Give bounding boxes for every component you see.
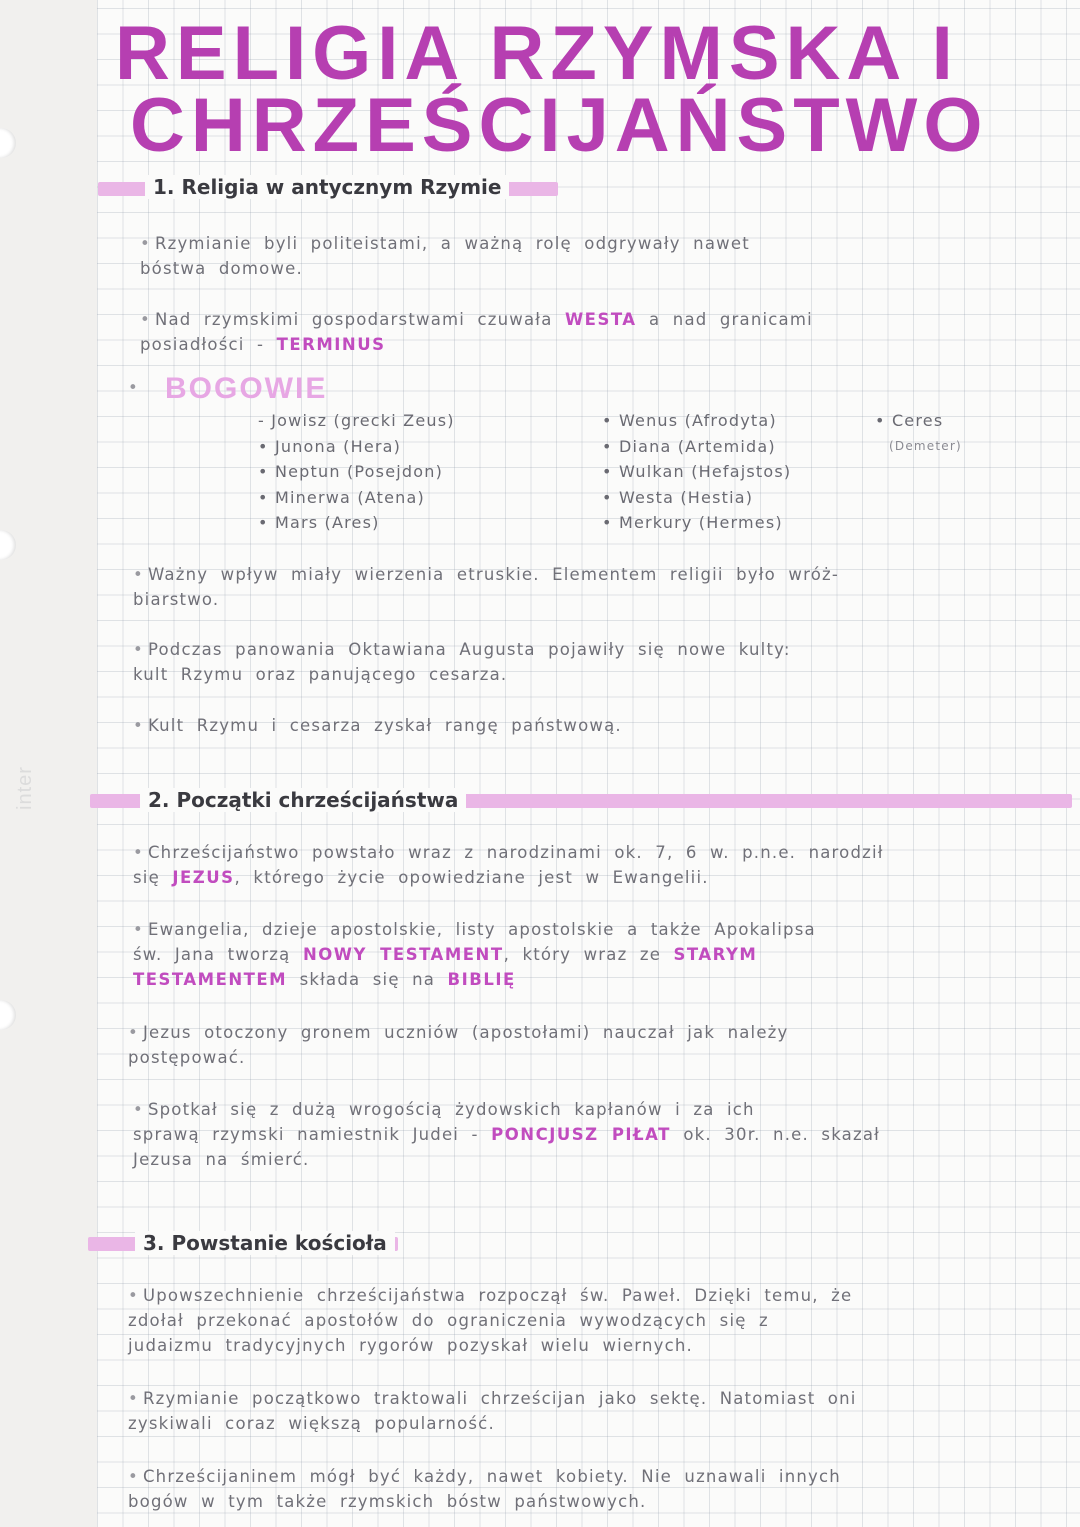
s1p2-highlight-westa: WESTA xyxy=(564,310,637,329)
s2p4-line2-a: sprawą rzymski namiestnik Judei - xyxy=(133,1125,479,1144)
section1-paragraph-2: • Nad rzymskimi gospodarstwami czuwała WESTA a nad granicami posiadłości - TERMINUS xyxy=(140,310,813,354)
s1p3-line1: Ważny wpływ miały wierzenia etruskie. Elementem religii było wróż- xyxy=(147,565,840,584)
god-item: • Wulkan (Hefajstos) xyxy=(602,462,792,481)
s2p4-line2-b: ok. 30r. n.e. skazał xyxy=(683,1125,881,1144)
section1-paragraph-1: • Rzymianie byli politeistami, a ważną rolę odgrywały nawet bóstwa domowe. xyxy=(140,234,750,278)
s1p2-highlight-terminus: TERMINUS xyxy=(276,335,386,354)
s2p2-line1: Ewangelia, dzieje apostolskie, listy apostolskie a także Apokalipsa xyxy=(147,920,816,939)
god-item-greek: (Demeter) xyxy=(889,438,962,453)
s1p3-line2: biarstwo. xyxy=(133,590,220,609)
gods-column-2 xyxy=(602,408,791,536)
god-item: • Merkury (Hermes) xyxy=(602,513,783,532)
god-item: • Mars (Ares) xyxy=(258,513,380,532)
s2p3-line1: Jezus otoczony gronem uczniów (apostołami) nauczał jak należy xyxy=(142,1023,789,1042)
s1p2-line1-a: Nad rzymskimi gospodarstwami czuwała xyxy=(154,310,553,329)
s1p2-line1-b: a nad granicami xyxy=(649,310,813,329)
god-item: • Wenus (Afrodyta) xyxy=(602,411,777,430)
gods-column-1 xyxy=(258,408,455,536)
watermark: inter xyxy=(14,766,36,810)
s2p2-highlight-testamentem: TESTAMENTEM xyxy=(133,970,288,989)
s2p3-line2: postępować. xyxy=(128,1048,246,1067)
gods-heading: BOGOWIE xyxy=(165,372,328,405)
s1p1-line1: Rzymianie byli politeistami, a ważną rolę odgrywały nawet xyxy=(154,234,750,253)
s2p1-line2-a: się xyxy=(133,868,160,887)
s3p1-line2: zdołał przekonać apostołów do ograniczenia wywodzących się z xyxy=(128,1311,769,1330)
s1p1-line2: bóstwa domowe. xyxy=(140,259,303,278)
god-item: • Junona (Hera) xyxy=(258,436,402,456)
s3p2-line1: Rzymianie początkowo traktowali chrześcijan jako sektę. Natomiast oni xyxy=(142,1389,857,1408)
s3p1-line1: Upowszechnienie chrześcijaństwa rozpoczął św. Paweł. Dzięki temu, że xyxy=(142,1286,853,1305)
s2p2-highlight-nowy-testament: NOWY TESTAMENT xyxy=(302,945,504,964)
s2p1-line2-b: , którego życie opowiedziane jest w Ewangelii. xyxy=(234,868,709,887)
section3-paragraph-3: • Chrześcijaninem mógł być każdy, nawet kobiety. Nie uznawali innych bogów w tym także rzymskich bóstw państwowych. xyxy=(128,1467,841,1511)
section2-paragraph-2: • Ewangelia, dzieje apostolskie, listy apostolskie a także Apokalipsa św. Jana tworzą NOWY TESTAMENT, który wraz ze STARYM TESTAMENTEM składa się na BIBLIĘ xyxy=(133,920,816,989)
section1-paragraph-5: • Kult Rzymu i cesarza zyskał rangę państwową. xyxy=(133,716,622,735)
god-item: • Minerwa (Atena) xyxy=(258,487,425,507)
section3-paragraph-2: • Rzymianie początkowo traktowali chrześcijan jako sektę. Natomiast oni zyskiwali coraz większą popularność. xyxy=(128,1389,857,1433)
god-item: • Neptun (Posejdon) xyxy=(258,462,444,481)
s2p4-highlight-poncjusz-pilat: PONCJUSZ PIŁAT xyxy=(491,1125,671,1144)
s2p1-line1: Chrześcijaństwo powstało wraz z narodzinami ok. 7, 6 w. p.n.e. narodził xyxy=(147,843,884,862)
section2-paragraph-4: • Spotkał się z dużą wrogością żydowskich kapłanów i za ich sprawą rzymski namiestnik Judei - PONCJUSZ PIŁAT ok. 30r. n.e. skazał Jezusa na śmierć. xyxy=(133,1100,881,1169)
gods-bullet: • xyxy=(128,378,139,397)
god-item: • Diana (Artemida) xyxy=(602,436,776,456)
gods-column-3 xyxy=(875,408,962,459)
god-item: • Ceres xyxy=(875,411,944,430)
section1-heading: 1. Religia w antycznym Rzymie xyxy=(145,175,509,199)
section1-paragraph-4: • Podczas panowania Oktawiana Augusta pojawiły się nowe kulty: kult Rzymu oraz panującego cesarza. xyxy=(133,640,791,684)
s1p4-line1: Podczas panowania Oktawiana Augusta pojawiły się nowe kulty: xyxy=(147,640,791,659)
section2-paragraph-1: • Chrześcijaństwo powstało wraz z narodzinami ok. 7, 6 w. p.n.e. narodził się JEZUS, którego życie opowiedziane jest w Ewangelii. xyxy=(133,843,884,887)
s2p2-line2-a: św. Jana tworzą xyxy=(133,945,291,964)
page-title-line2: CHRZEŚCIJAŃSTWO xyxy=(130,83,989,168)
s1p2-line2-a: posiadłości - xyxy=(140,335,265,354)
s2p2-highlight-starym: STARYM xyxy=(673,945,758,964)
page-title-line1: RELIGIA RZYMSKA I xyxy=(115,11,959,96)
s1p4-line2: kult Rzymu oraz panującego cesarza. xyxy=(133,665,508,684)
s1p5-line1: Kult Rzymu i cesarza zyskał rangę państwową. xyxy=(147,716,622,735)
s2p2-line2-b: , który wraz ze xyxy=(503,945,662,964)
s3p3-line1: Chrześcijaninem mógł być każdy, nawet kobiety. Nie uznawali innych xyxy=(142,1467,841,1486)
s2p2-line3-a: składa się na xyxy=(299,970,436,989)
section2-paragraph-3: • Jezus otoczony gronem uczniów (apostołami) nauczał jak należy postępować. xyxy=(128,1023,789,1067)
s2p1-highlight-jezus: JEZUS xyxy=(172,868,235,887)
s3p1-line3: judaizmu tradycyjnych rygorów pozyskał wielu wiernych. xyxy=(128,1336,693,1355)
section2-heading: 2. Początki chrześcijaństwa xyxy=(140,788,466,812)
s2p4-line1: Spotkał się z dużą wrogością żydowskich kapłanów i za ich xyxy=(147,1100,755,1119)
section3-heading: 3. Powstanie kościoła xyxy=(135,1231,395,1255)
s2p4-line3: Jezusa na śmierć. xyxy=(133,1150,310,1169)
god-item: - Jowisz (grecki Zeus) xyxy=(258,411,455,430)
s3p2-line2: zyskiwali coraz większą popularność. xyxy=(128,1414,495,1433)
section3-paragraph-1: • Upowszechnienie chrześcijaństwa rozpoczął św. Paweł. Dzięki temu, że zdołał przekonać apostołów do ograniczenia wywodzących się z judaizmu tradycyjnych rygorów pozyskał wielu wiernych. xyxy=(128,1286,853,1355)
section1-paragraph-3: • Ważny wpływ miały wierzenia etruskie. Elementem religii było wróż- biarstwo. xyxy=(133,565,840,609)
s2p2-highlight-biblie: BIBLIĘ xyxy=(447,970,516,989)
god-item: • Westa (Hestia) xyxy=(602,487,754,507)
s3p3-line2: bogów w tym także rzymskich bóstw państwowych. xyxy=(128,1492,647,1511)
